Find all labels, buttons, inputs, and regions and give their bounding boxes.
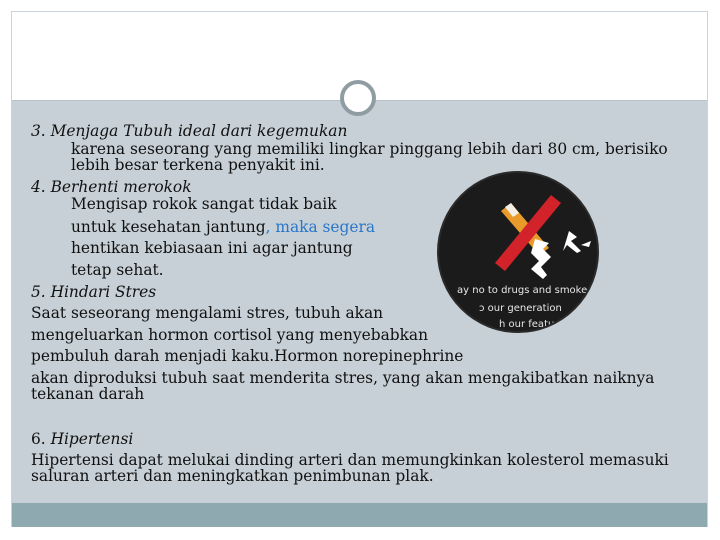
section-text: untuk kesehatan jantung (71, 218, 266, 236)
section-title: Hipertensi (50, 430, 134, 448)
section-text: pembuluh darah menjadi kaku.Hormon norepinephrine (31, 347, 464, 365)
section-text: Mengisap rokok sangat tidak baik (71, 195, 337, 213)
section-heading-3: 3. Menjaga Tubuh ideal dari kegemukan (31, 122, 348, 140)
section-heading-6 (31, 430, 133, 449)
section-text-line (71, 218, 375, 237)
poster-slogan-line-3: h our feature...!!!! (499, 319, 590, 330)
section-text: tekanan darah (31, 385, 145, 403)
decorative-circle-icon (340, 80, 376, 116)
section-text-highlight: , maka segera (265, 218, 376, 236)
poster-slogan-line-1: ay no to drugs and smoke (457, 285, 588, 296)
section-text: Saat seseorang mengalami stres, tubuh akan (31, 304, 384, 322)
section-heading-4: 4. Berhenti merokok (31, 178, 192, 196)
section-number: 6. (31, 430, 51, 448)
section-text: Hipertensi dapat melukai dinding arteri dan memungkinkan kolesterol memasuki (31, 451, 669, 469)
section-text: tetap sehat. (71, 261, 164, 279)
anti-smoking-poster (437, 171, 599, 333)
section-heading-5: 5. Hindari Stres (31, 283, 157, 301)
section-text: saluran arteri dan meningkatkan penimbunan plak. (31, 467, 434, 485)
section-text: akan diproduksi tubuh saat menderita stres, yang akan mengakibatkan naiknya (31, 369, 655, 387)
section-text: karena seseorang yang memiliki lingkar pinggang lebih dari 80 cm, berisiko (71, 140, 668, 158)
slide-footer-band (12, 503, 707, 527)
poster-slogan-line-2: ɔ our generation (479, 303, 562, 314)
section-text: hentikan kebiasaan ini agar jantung (71, 239, 353, 257)
section-text: lebih besar terkena penyakit ini. (71, 156, 325, 174)
section-text: mengeluarkan hormon cortisol yang menyebabkan (31, 326, 429, 344)
